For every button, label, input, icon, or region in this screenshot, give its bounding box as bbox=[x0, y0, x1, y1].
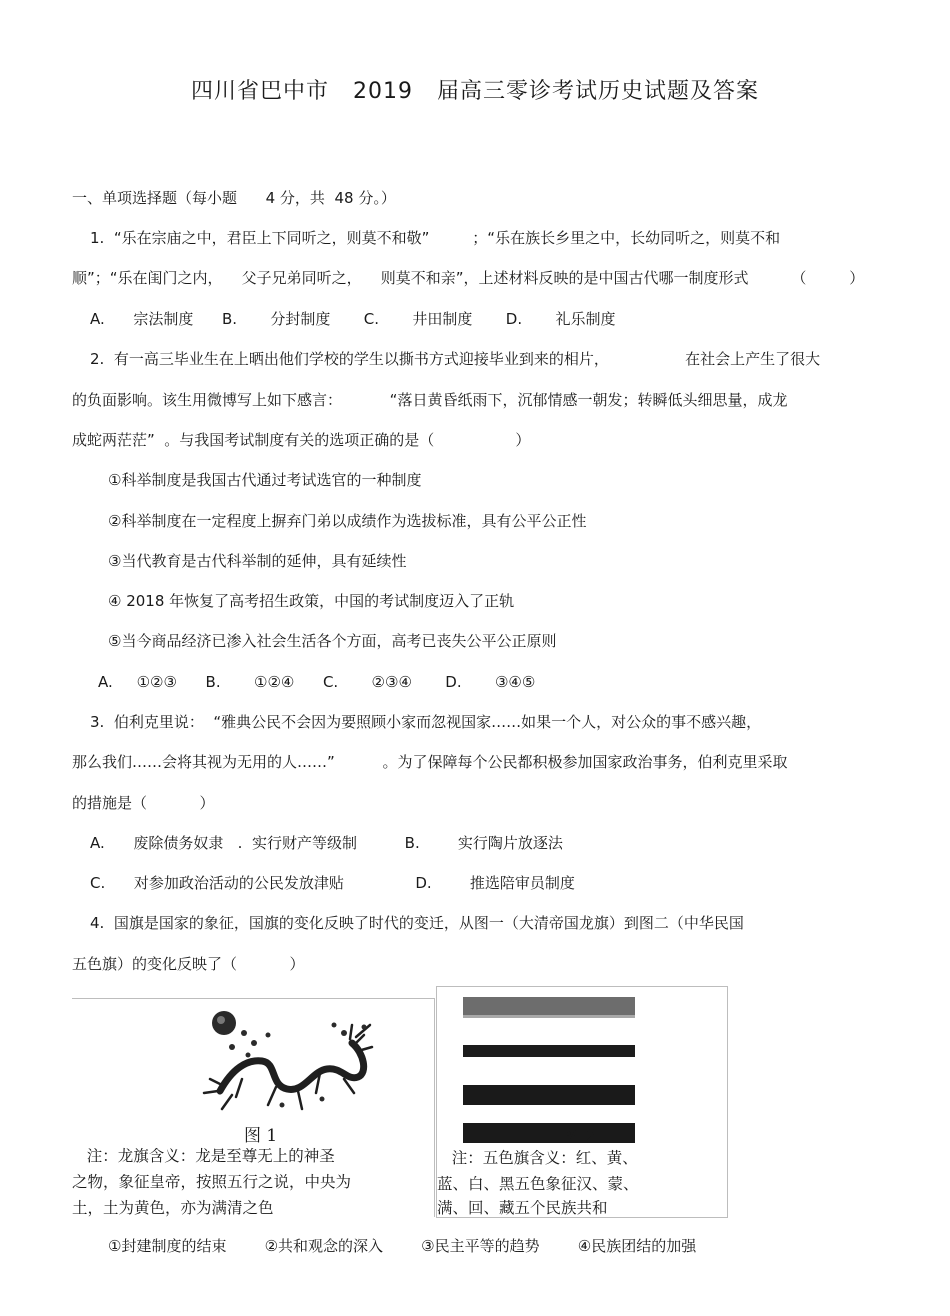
figure-2-caption: 图 2 bbox=[563, 1126, 597, 1146]
q2-item-1: ①科举制度是我国古代通过考试选官的一种制度 bbox=[108, 471, 422, 489]
q2-item-4: ④ 2018 年恢复了高考招生政策，中国的考试制度迈入了正轨 bbox=[108, 592, 515, 610]
flag-stripe-black-1 bbox=[463, 1045, 635, 1057]
figure-1-dragon-flag bbox=[72, 998, 435, 1217]
q4-line-2: 五色旗）的变化反映了（ ） bbox=[72, 955, 305, 973]
page-title: 四川省巴中市 2019 届高三零诊考试历史试题及答案 bbox=[191, 79, 759, 104]
flag-stripe-black-2 bbox=[463, 1085, 635, 1105]
q4-line-1: 4. 国旗是国家的象征，国旗的变化反映了时代的变迁，从图一（大清帝国龙旗）到图二（中华民国 bbox=[90, 914, 744, 932]
figure-2-five-color-flag bbox=[436, 986, 728, 1218]
q3-line-1: 3. 伯利克里说： “雅典公民不会因为要照顾小家而忽视国家……如果一个人，对公众的事不感兴趣， bbox=[90, 713, 762, 731]
flag-stripe-black-3 bbox=[463, 1123, 635, 1143]
figure-2-note-line-2: 蓝、白、黑五色象征汉、蒙、 bbox=[437, 1175, 639, 1193]
flag-stripe-gray-edge bbox=[463, 1015, 635, 1018]
q2-line-1: 2. 有一高三毕业生在上晒出他们学校的学生以撕书方式迎接毕业到来的相片， 在社会上产生了很大 bbox=[90, 350, 821, 368]
q1-line-1: 1. “乐在宗庙之中，君臣上下同听之，则莫不和敬” ；“乐在族长乡里之中，长幼同听之，则莫不和 bbox=[90, 229, 781, 247]
q1-options: A. 宗法制度 B. 分封制度 C. 井田制度 D. 礼乐制度 bbox=[90, 310, 616, 328]
q2-line-3: 成蛇两茫茫” 。与我国考试制度有关的选项正确的是（ ） bbox=[72, 431, 531, 449]
q3-options-ab: A. 废除债务奴隶 . 实行财产等级制 B. 实行陶片放逐法 bbox=[90, 834, 563, 852]
q3-line-3: 的措施是（ ） bbox=[72, 794, 215, 812]
figure-1-note-line-1: 注：龙旗含义：龙是至尊无上的神圣 bbox=[72, 1147, 335, 1165]
figure-1-note-line-3: 土，土为黄色，亦为满清之色 bbox=[72, 1199, 274, 1217]
q1-line-2: 顺”；“乐在闺门之内， 父子兄弟同听之， 则莫不和亲”，上述材料反映的是中国古代哪一制度形式 （ ） bbox=[72, 269, 865, 287]
figure-1-note-line-2: 之物，象征皇帝，按照五行之说，中央为 bbox=[72, 1173, 352, 1191]
q2-options: A. ①②③ B. ①②④ C. ②③④ D. ③④⑤ bbox=[98, 673, 536, 691]
dragon-illustration-icon bbox=[72, 999, 434, 1129]
q2-item-2: ②科举制度在一定程度上摒弃门弟以成绩作为选拔标准，具有公平公正性 bbox=[108, 512, 587, 530]
q4-items: ①封建制度的结束 ②共和观念的深入 ③民主平等的趋势 ④民族团结的加强 bbox=[108, 1237, 697, 1255]
q3-options-cd: C. 对参加政治活动的公民发放津贴 D. 推选陪审员制度 bbox=[90, 874, 575, 892]
q2-item-5: ⑤当今商品经济已渗入社会生活各个方面，高考已丧失公平公正原则 bbox=[108, 632, 557, 650]
figure-1-caption: 图 1 bbox=[244, 1126, 278, 1146]
figure-2-note-line-3: 满、回、藏五个民族共和 bbox=[437, 1199, 608, 1217]
q2-line-2: 的负面影响。该生用微博写上如下感言： “落日黄昏纸雨下，沉郁情感一朝发；转瞬低头细思量，成龙 bbox=[72, 391, 788, 409]
q2-item-3: ③当代教育是古代科举制的延伸，具有延续性 bbox=[108, 552, 407, 570]
q3-line-2: 那么我们……会将其视为无用的人……” 。为了保障每个公民都积极参加国家政治事务，伯利克里采取 bbox=[72, 753, 788, 771]
flag-stripe-gray bbox=[463, 997, 635, 1017]
figure-2-note-line-1: 注：五色旗含义：红、黄、 bbox=[437, 1149, 638, 1167]
section-heading: 一、单项选择题（每小题 4 分，共 48 分。） bbox=[72, 189, 396, 207]
